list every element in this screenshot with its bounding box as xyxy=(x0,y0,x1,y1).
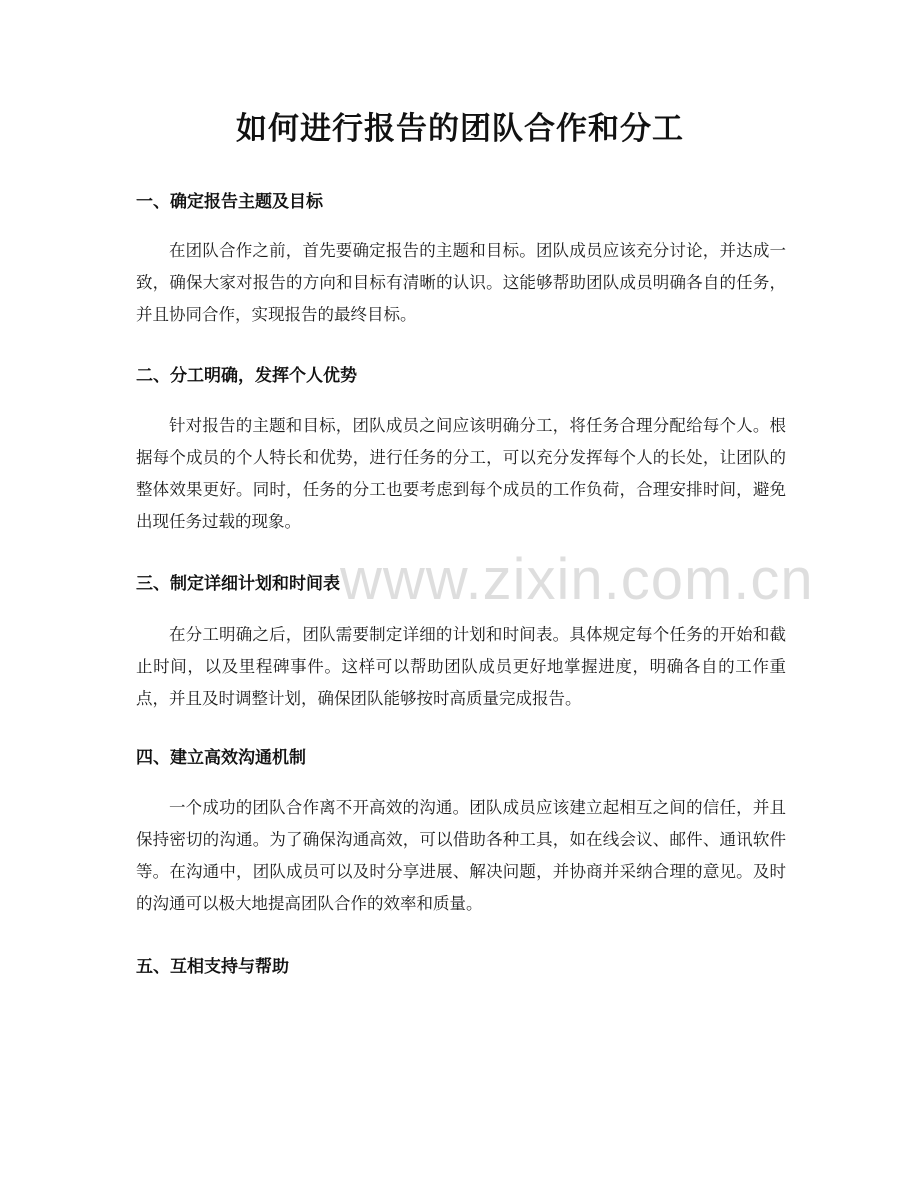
section-paragraph-3: 在分工明确之后，团队需要制定详细的计划和时间表。具体规定每个任务的开始和截止时间，以及里程碑事件。这样可以帮助团队成员更好地掌握进度，明确各自的工作重点，并且及时调整计划，确保团队能够按时高质量完成报告。 xyxy=(136,625,786,708)
section-paragraph-1: 在团队合作之前，首先要确定报告的主题和目标。团队成员应该充分讨论，并达成一致，确保大家对报告的方向和目标有清晰的认识。这能够帮助团队成员明确各自的任务，并且协同合作，实现报告的最终目标。 xyxy=(136,241,786,324)
section-heading-2: 二、分工明确，发挥个人优势 xyxy=(136,366,357,386)
section-heading-1: 一、确定报告主题及目标 xyxy=(136,192,323,212)
section-paragraph-4: 一个成功的团队合作离不开高效的沟通。团队成员应该建立起相互之间的信任，并且保持密切的沟通。为了确保沟通高效，可以借助各种工具，如在线会议、邮件、通讯软件等。在沟通中，团队成员可以及时分享进展、解决问题，并协商并采纳合理的意见。及时的沟通可以极大地提高团队合作的效率和质量。 xyxy=(136,798,786,913)
document-title: 如何进行报告的团队合作和分工 xyxy=(236,111,684,147)
section-heading-3: 三、制定详细计划和时间表 xyxy=(136,574,340,594)
section-paragraph-2: 针对报告的主题和目标，团队成员之间应该明确分工，将任务合理分配给每个人。根据每个成员的个人特长和优势，进行任务的分工，可以充分发挥每个人的长处，让团队的整体效果更好。同时，任务的分工也要考虑到每个成员的工作负荷，合理安排时间，避免出现任务过载的现象。 xyxy=(136,416,786,531)
section-heading-5: 五、互相支持与帮助 xyxy=(136,957,289,977)
section-heading-4: 四、建立高效沟通机制 xyxy=(136,748,306,768)
watermark: www.zixin.com.cn xyxy=(340,547,814,612)
